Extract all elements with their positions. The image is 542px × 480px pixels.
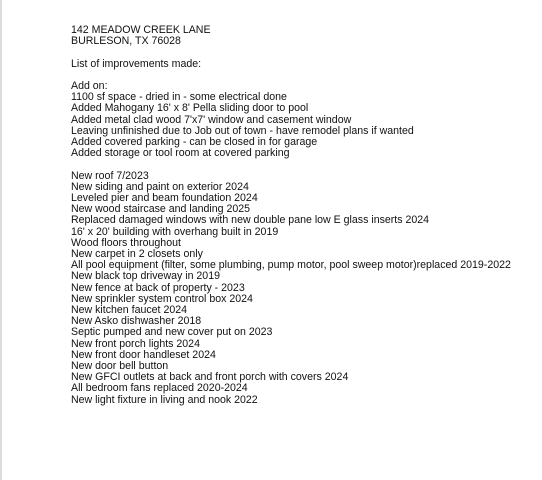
list-item: New Asko dishwasher 2018 bbox=[71, 315, 202, 328]
list-item: New light fixture in living and nook 2022 bbox=[71, 393, 258, 406]
list-item: Leveled pier and beam foundation 2024 bbox=[71, 192, 258, 204]
list-item: New siding and paint on exterior 2024 bbox=[71, 180, 249, 193]
address-street: 142 MEADOW CREEK LANE bbox=[71, 24, 211, 36]
add-on-section bbox=[71, 81, 531, 159]
list-item: New door bell button bbox=[71, 360, 169, 373]
list-item: New carpet in 2 closets only bbox=[71, 248, 203, 261]
list-item: New front door handleset 2024 bbox=[71, 348, 216, 361]
list-item: New black top driveway in 2019 bbox=[71, 270, 220, 283]
list-item: Wood floors throughout bbox=[71, 236, 181, 249]
add-on-heading: Add on: bbox=[71, 79, 108, 92]
list-item: Leaving unfinished due to Job out of town - have remodel plans if wanted bbox=[71, 124, 414, 137]
list-item: All bedroom fans replaced 2020-2024 bbox=[71, 382, 248, 395]
list-item: Added metal clad wood 7'x7' window and casement window bbox=[71, 113, 352, 126]
list-item: 1100 sf space - dried in - some electrical done bbox=[71, 91, 287, 104]
list-item: 16' x 20' building with overhang built in 2019 bbox=[71, 225, 279, 238]
list-item: New fence at back of property - 2023 bbox=[71, 281, 245, 294]
list-item: Added storage or tool room at covered parking bbox=[71, 147, 290, 160]
page-edge-shadow bbox=[0, 0, 2, 480]
list-item: New sprinkler system control box 2024 bbox=[71, 292, 253, 305]
document-body bbox=[71, 25, 531, 406]
improvements-list bbox=[71, 171, 531, 406]
spacer bbox=[71, 70, 531, 81]
list-item: Replaced damaged windows with new double pane low E glass inserts 2024 bbox=[71, 214, 430, 227]
list-item: New GFCI outlets at back and front porch with covers 2024 bbox=[71, 371, 349, 384]
list-item: Added Mahogany 16' x 8' Pella sliding door to pool bbox=[71, 102, 309, 115]
list-item: New wood staircase and landing 2025 bbox=[71, 203, 251, 216]
list-item: New front porch lights 2024 bbox=[71, 337, 200, 350]
address-block bbox=[71, 25, 531, 47]
list-item: All pool equipment (filter, some plumbing, pump motor, pool sweep motor)replaced 2019-2022 bbox=[71, 259, 511, 272]
list-item: Septic pumped and new cover put on 2023 bbox=[71, 326, 273, 339]
intro-line: List of improvements made: bbox=[71, 57, 202, 70]
spacer bbox=[71, 47, 531, 58]
list-item: New kitchen faucet 2024 bbox=[71, 304, 188, 317]
list-item: New roof 7/2023 bbox=[71, 169, 149, 182]
spacer bbox=[71, 159, 531, 170]
list-item: Added covered parking - can be closed in for garage bbox=[71, 136, 318, 148]
address-city-state-zip: BURLESON, TX 76028 bbox=[71, 35, 181, 48]
